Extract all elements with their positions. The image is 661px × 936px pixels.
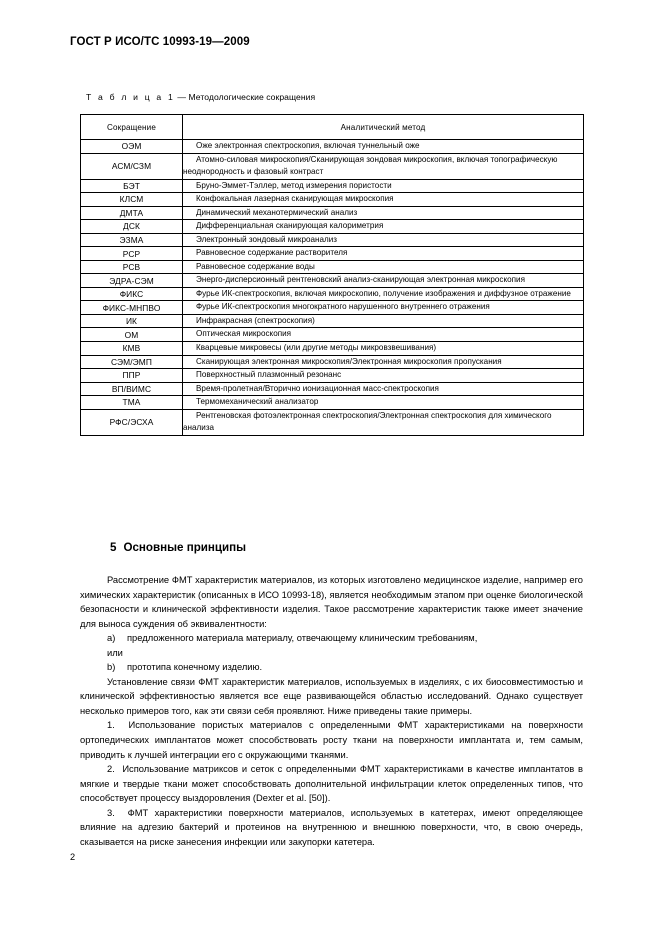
table-cell-method: Инфракрасная (спектроскопия) xyxy=(183,314,584,328)
abbreviations-table-body xyxy=(81,140,584,436)
table-cell-abbreviation: БЭТ xyxy=(81,179,183,193)
table-cell-method: Поверхностный плазмонный резонанс xyxy=(183,369,584,383)
table-row xyxy=(81,287,584,301)
table-row xyxy=(81,274,584,288)
table-caption-title: Методологические сокращения xyxy=(188,92,316,102)
numbered-item-1-text: Использование пористых материалов с определенными ФМТ характеристиками на поверхности ортопедических имплантатов может способствовать росту ткани на поверхности имплантата и, тем самым, приводить к лучшей интеграции его с окружающими тканями. xyxy=(80,720,584,760)
table-cell-method: Оптическая микроскопия xyxy=(183,328,584,342)
table-row xyxy=(81,153,584,179)
list-item-b-marker: b) xyxy=(107,662,116,673)
numbered-item-2-text: Использование матриксов и сеток с определенными ФМТ характеристиками в качестве имплантатов в мягкие и твердые ткани может способствовать дополнительной инфильтрации клеток определенных типов, что способствует процессу выздоровления (Dexter et al. [50]). xyxy=(80,764,583,804)
table-row xyxy=(81,140,584,154)
running-head: ГОСТ Р ИСО/ТС 10993-19—2009 xyxy=(70,36,250,48)
table-cell-method: Равновесное содержание растворителя xyxy=(183,247,584,261)
table-cell-method: Время-пролетная/Вторично ионизационная масс-спектроскопия xyxy=(183,382,584,396)
table-cell-method: Рентгеновская фотоэлектронная спектроскопия/Электронная спектроскопия для химического анализа xyxy=(183,409,584,435)
table-cell-abbreviation: РСР xyxy=(81,247,183,261)
table-cell-method: Равновесное содержание воды xyxy=(183,260,584,274)
table-cell-abbreviation: РФС/ЭСХА xyxy=(81,409,183,435)
list-item-a-marker: a) xyxy=(107,633,116,644)
table-cell-method: Дифференциальная сканирующая калориметрия xyxy=(183,220,584,234)
table-row xyxy=(81,179,584,193)
table-row xyxy=(81,409,584,435)
table-cell-method: Атомно-силовая микроскопия/Сканирующая зондовая микроскопия, включая топографическую неоднородность и фазовый контраст xyxy=(183,153,584,179)
table-cell-method: Кварцевые микровесы (или другие методы микровзвешивания) xyxy=(183,341,584,355)
numbered-item-1-marker: 1. xyxy=(107,720,115,731)
table-caption xyxy=(86,92,315,102)
paragraph-1: Рассмотрение ФМТ характеристик материалов, из которых изготовлено медицинское изделие, например его химических характеристик (описанных в ИСО 10993-18), является необходимым этапом при оценке биологической безопасности и клинической эффективности изделия. Такое рассмотрение характеристик также имеет значение для выноса суждения об эквивалентности: xyxy=(80,575,583,629)
table-cell-abbreviation: СЭМ/ЭМП xyxy=(81,355,183,369)
list-item-a-text: предложенного материала материалу, отвечающему клиническим требованиям, xyxy=(127,633,478,644)
list-item-b-text: прототипа конечному изделию. xyxy=(127,662,263,673)
table-caption-dash: — xyxy=(174,92,189,102)
table-cell-abbreviation: КМВ xyxy=(81,341,183,355)
table-row xyxy=(81,355,584,369)
table-cell-abbreviation: ВП/ВИМС xyxy=(81,382,183,396)
list-item-a xyxy=(80,631,583,646)
section-number: 5 xyxy=(110,541,117,554)
table-cell-abbreviation: КЛСМ xyxy=(81,193,183,207)
table-row xyxy=(81,341,584,355)
table-row xyxy=(81,369,584,383)
table-cell-abbreviation: ИК xyxy=(81,314,183,328)
table-row xyxy=(81,233,584,247)
table-cell-abbreviation: ДСК xyxy=(81,220,183,234)
table-header-row xyxy=(81,115,584,140)
table-cell-abbreviation: ППР xyxy=(81,369,183,383)
table-row xyxy=(81,193,584,207)
table-cell-method: Электронный зондовый микроанализ xyxy=(183,233,584,247)
conjunction-or xyxy=(80,646,583,661)
table-cell-abbreviation: ФИКС xyxy=(81,287,183,301)
table-cell-method: Энерго-дисперсионный рентгеновский анализ-сканирующая электронная микроскопия xyxy=(183,274,584,288)
table-header-method: Аналитический метод xyxy=(183,115,584,140)
table-cell-abbreviation: ЭДРА-СЭМ xyxy=(81,274,183,288)
table-row xyxy=(81,301,584,315)
table-cell-abbreviation: ДМТА xyxy=(81,206,183,220)
page-number: 2 xyxy=(70,852,76,862)
table-cell-abbreviation: ОМ xyxy=(81,328,183,342)
table-cell-method: Конфокальная лазерная сканирующая микроскопия xyxy=(183,193,584,207)
table-row xyxy=(81,314,584,328)
table-cell-method: Оже электронная спектроскопия, включая туннельный оже xyxy=(183,140,584,154)
table-row xyxy=(81,206,584,220)
numbered-item-3 xyxy=(80,806,583,850)
table-row xyxy=(81,247,584,261)
section-title: Основные принципы xyxy=(123,541,247,554)
list-item-b xyxy=(80,660,583,675)
table-cell-method: Фурье ИК-спектроскопия, включая микроскопию, получение изображения и диффузное отражение xyxy=(183,287,584,301)
table-cell-abbreviation: ОЭМ xyxy=(81,140,183,154)
table-cell-method: Бруно-Эммет-Тэллер, метод измерения пористости xyxy=(183,179,584,193)
numbered-item-2-marker: 2. xyxy=(107,764,115,775)
table-cell-abbreviation: ЭЗМА xyxy=(81,233,183,247)
table-row xyxy=(81,328,584,342)
table-row xyxy=(81,396,584,410)
table-cell-method: Динамический механотермический анализ xyxy=(183,206,584,220)
table-cell-abbreviation: РСВ xyxy=(81,260,183,274)
table-cell-method: Термомеханический анализатор xyxy=(183,396,584,410)
table-row xyxy=(81,260,584,274)
conjunction-or-text: или xyxy=(107,647,123,658)
abbreviations-table-wrapper xyxy=(80,114,583,436)
numbered-item-1 xyxy=(80,718,583,762)
section-body xyxy=(80,573,583,849)
table-caption-label: Т а б л и ц а 1 xyxy=(86,92,175,102)
numbered-item-3-text: ФМТ характеристики поверхности материалов, используемых в катетерах, имеют определяющее влияние на адгезию бактерий и протеинов на внутреннюю и внешнюю поверхности, что, в свою очередь, сказывается на риске занесения инфекции или закупорки катетера. xyxy=(80,807,583,847)
paragraph-2: Установление связи ФМТ характеристик материалов, используемых в изделиях, с их биосовместимостью и клинической эффективностью является все еще развивающейся областью исследований. Однако существует несколько примеров того, как эти связи себя проявляют. Ниже приведены такие примеры. xyxy=(80,676,583,716)
table-cell-method: Фурье ИК-спектроскопия многократного нарушенного внутреннего отражения xyxy=(183,301,584,315)
table-header-abbreviation: Сокращение xyxy=(81,115,183,140)
numbered-item-2 xyxy=(80,762,583,806)
table-row xyxy=(81,382,584,396)
table-row xyxy=(81,220,584,234)
abbreviations-table xyxy=(80,114,584,436)
numbered-item-3-marker: 3. xyxy=(107,807,115,818)
table-cell-method: Сканирующая электронная микроскопия/Электронная микроскопия пропускания xyxy=(183,355,584,369)
table-cell-abbreviation: ТМА xyxy=(81,396,183,410)
section-heading xyxy=(110,541,246,554)
table-cell-abbreviation: АСМ/СЗМ xyxy=(81,153,183,179)
table-cell-abbreviation: ФИКС-МНПВО xyxy=(81,301,183,315)
